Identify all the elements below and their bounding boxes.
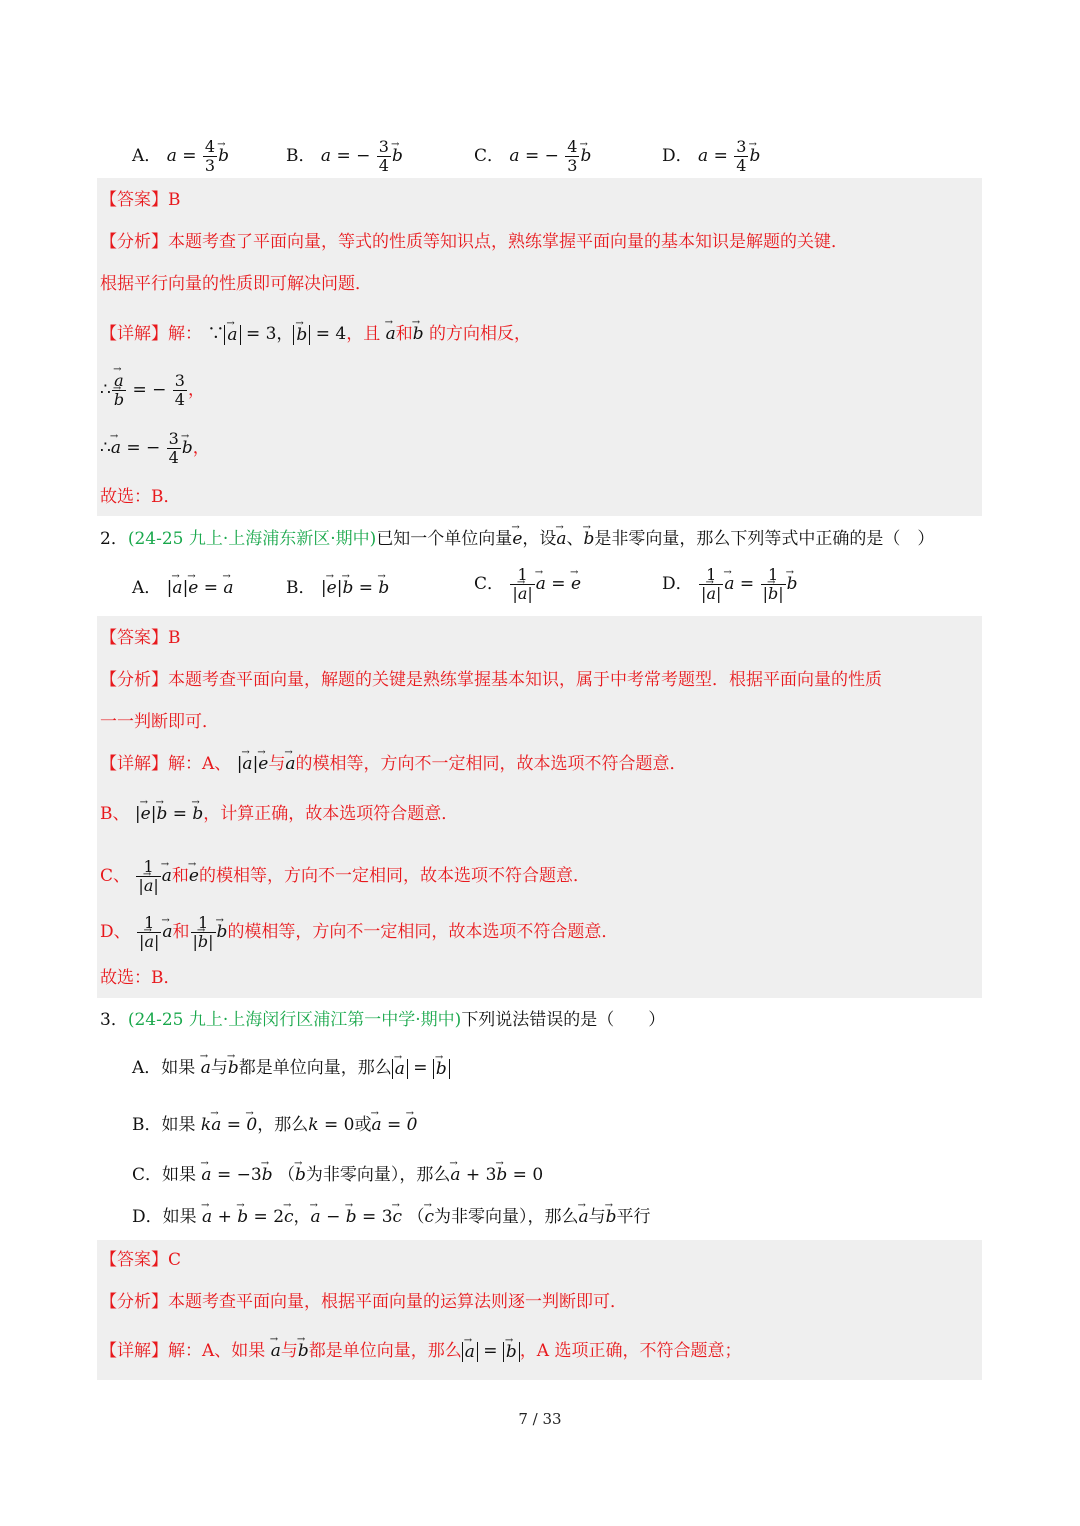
q2-detail-b-label: B、 — [100, 804, 130, 824]
q1-conclusion: 故选：B． — [100, 487, 181, 507]
q2-detail-c-and: 和 — [171, 866, 189, 886]
q3-option-b-mid: ，那么 — [257, 1115, 309, 1135]
q2-detail-a-label: 【详解】解：A、 — [100, 754, 232, 774]
q2-answer: 【答案】B — [100, 628, 181, 648]
q1-step-result: ∴→ a = − $\frac{3}{4}$ → b， — [100, 430, 210, 467]
q3-option-a: A．如果 → a与→ b都是单位向量，那么→ a = → b — [132, 1056, 450, 1080]
q3-option-d-paren: （ — [407, 1207, 425, 1227]
q2-source: (24-25 九上·上海浦东新区·期中) — [127, 529, 377, 549]
q1-option-a: A． a = $\frac{4}{3}$ → b — [132, 138, 229, 175]
q2-detail-c-label: C、 — [100, 866, 131, 886]
q1-option-c: C． a = − $\frac{4}{3}$ → b — [474, 138, 591, 175]
q1-option-a-label: A． — [132, 146, 162, 166]
q3-detail: 【详解】解：A、如果 → a与→ b都是单位向量，那么→ a = → b ，A 选项正确，不符合题意； — [100, 1339, 742, 1363]
q2-detail-a-text: 的模相等，方向不一定相同，故本选项不符合题意． — [295, 754, 687, 774]
q2-option-c-label: C． — [474, 574, 505, 594]
q1-detail-cond: 且 — [363, 324, 381, 344]
q1-detail-tail: 的方向相反， — [429, 324, 532, 344]
q2-detail-a-and: 与 — [268, 754, 286, 774]
q3-analysis: 【分析】本题考查平面向量，根据平面向量的运算法则逐一判断即可． — [100, 1292, 627, 1312]
q3-option-c-label: C．如果 — [132, 1165, 197, 1185]
q2-stem-part1: 已知一个单位向量 — [376, 529, 513, 549]
q2-detail-a: 【详解】解：A、 |→ a|→ e与→ a的模相等，方向不一定相同，故本选项不符合题意． — [100, 752, 687, 776]
q1-analysis-line2: 根据平行向量的性质即可解决问题． — [100, 274, 372, 294]
q2-number: 2． — [100, 529, 128, 549]
q3-option-d: D．如果 → a + → b = 2→ c，→ a − → b = 3→ c （→ c为非零向量），那么→ a与→ b平行 — [132, 1205, 651, 1229]
q2-option-a-label: A． — [132, 578, 162, 598]
q3-option-b-or: 或 — [354, 1115, 372, 1135]
q2-detail-d: D、 $\frac{1}{|\to a|}$ → a和 $\frac{1}{|\to b|}$ → b的模相等，方向不一定相同，故本选项不符合题意． — [100, 914, 618, 951]
q3-answer: 【答案】C — [100, 1250, 182, 1270]
q3-option-d-paren-text: 为非零向量），那么 — [433, 1207, 579, 1227]
q2-option-d-label: D． — [662, 574, 693, 594]
q3-option-a-mid: 都是单位向量，那么 — [238, 1058, 392, 1078]
q1-step-ratio: ∴ → a → b = − $\frac{3}{4}$ ， — [100, 372, 205, 409]
q3-stem — [100, 1008, 665, 1032]
q3-option-d-and: 与 — [588, 1207, 606, 1227]
q1-detail: 【详解】解： ∵→ a = 3，→ b = 4，且 → a和→ b 的方向相反， — [100, 322, 531, 346]
q2-detail-d-label: D、 — [100, 922, 131, 942]
q2-stem-dun: 、 — [566, 529, 584, 549]
q2-detail-c: C、 $\frac{1}{|\to a|}$ → a和→ e的模相等，方向不一定相同，故本选项不符合题意． — [100, 858, 590, 895]
q3-option-b: B．如果 k→ a = → 0，那么k = 0或→ a = → 0 — [132, 1113, 417, 1137]
q2-option-a: A． |→ a|→ e = → a — [132, 576, 234, 600]
q2-stem: 2．(24-25 九上·上海浦东新区·期中)已知一个单位向量→ e，设→ a、→ b是非零向量，那么下列等式中正确的是（ ） — [100, 527, 934, 551]
q2-conclusion: 故选：B． — [100, 968, 181, 988]
q1-answer: 【答案】B — [100, 190, 181, 210]
page-number: 7 / 33 — [518, 1410, 562, 1428]
q1-analysis-line1: 【分析】本题考查了平面向量，等式的性质等知识点，熟练掌握平面向量的基本知识是解题的关键． — [100, 232, 848, 252]
q2-analysis-line1: 【分析】本题考查平面向量，解题的关键是熟练掌握基本知识，属于中考常考题型．根据平面向量的性质 — [100, 670, 882, 690]
q2-detail-d-and: 和 — [172, 922, 190, 942]
q3-option-a-label: A．如果 — [132, 1058, 196, 1078]
q3-option-c: C．如果 → a = −3→ b （→ b为非零向量），那么→ a + 3→ b = 0 — [132, 1163, 543, 1187]
q3-option-d-comma: ， — [293, 1207, 311, 1227]
q1-option-d: D． a = $\frac{3}{4}$ → b — [662, 138, 760, 175]
q2-option-b: B． |→ e|→ b = → b — [286, 576, 389, 600]
q2-detail-c-text: 的模相等，方向不一定相同，故本选项不符合题意． — [198, 866, 590, 886]
q3-number: 3． — [100, 1010, 128, 1030]
q2-detail-b-text: ，计算正确，故本选项符合题意． — [203, 804, 459, 824]
q2-option-c: C． $\frac{1}{|\to a|}$ → a = → e — [474, 566, 581, 603]
q2-detail-b: B、 |→ e|→ b = → b，计算正确，故本选项符合题意． — [100, 802, 458, 826]
q2-option-d: D． $\frac{1}{|\to a|}$ → a = $\frac{1}{|\to b|}$ → b — [662, 566, 798, 603]
q1-solution-box — [97, 178, 982, 516]
q3-detail-mid: 都是单位向量，那么 — [308, 1341, 462, 1361]
q3-option-d-tail: 平行 — [616, 1207, 651, 1227]
q2-option-b-label: B． — [286, 578, 316, 598]
q3-option-c-paren-text: 为非零向量），那么 — [305, 1165, 451, 1185]
q1-option-b: B． a = − $\frac{3}{4}$ → b — [286, 138, 403, 175]
q1-detail-and: 和 — [395, 324, 413, 344]
q3-option-c-paren: （ — [277, 1165, 295, 1185]
q3-detail-label: 【详解】解：A、如果 — [100, 1341, 266, 1361]
q2-stem-part3: 是非零向量，那么下列等式中正确的是（ ） — [594, 529, 935, 549]
q3-detail-and: 与 — [280, 1341, 298, 1361]
q1-option-c-label: C． — [474, 146, 505, 166]
q3-option-b-label: B．如果 — [132, 1115, 196, 1135]
q1-detail-label: 【详解】解： — [100, 324, 202, 344]
q2-stem-part2: ，设 — [522, 529, 557, 549]
q2-detail-d-text: 的模相等，方向不一定相同，故本选项不符合题意． — [227, 922, 619, 942]
q3-stem-text: 下列说法错误的是（ ） — [461, 1010, 666, 1030]
q1-option-d-label: D． — [662, 146, 693, 166]
q2-analysis-line2: 一一判断即可． — [100, 712, 219, 732]
q3-option-d-label: D．如果 — [132, 1207, 197, 1227]
q1-option-b-label: B． — [286, 146, 316, 166]
q3-source: (24-25 九上·上海闵行区浦江第一中学·期中) — [127, 1010, 462, 1030]
q3-detail-tail: ，A 选项正确，不符合题意； — [519, 1341, 742, 1361]
q3-option-a-and: 与 — [210, 1058, 228, 1078]
